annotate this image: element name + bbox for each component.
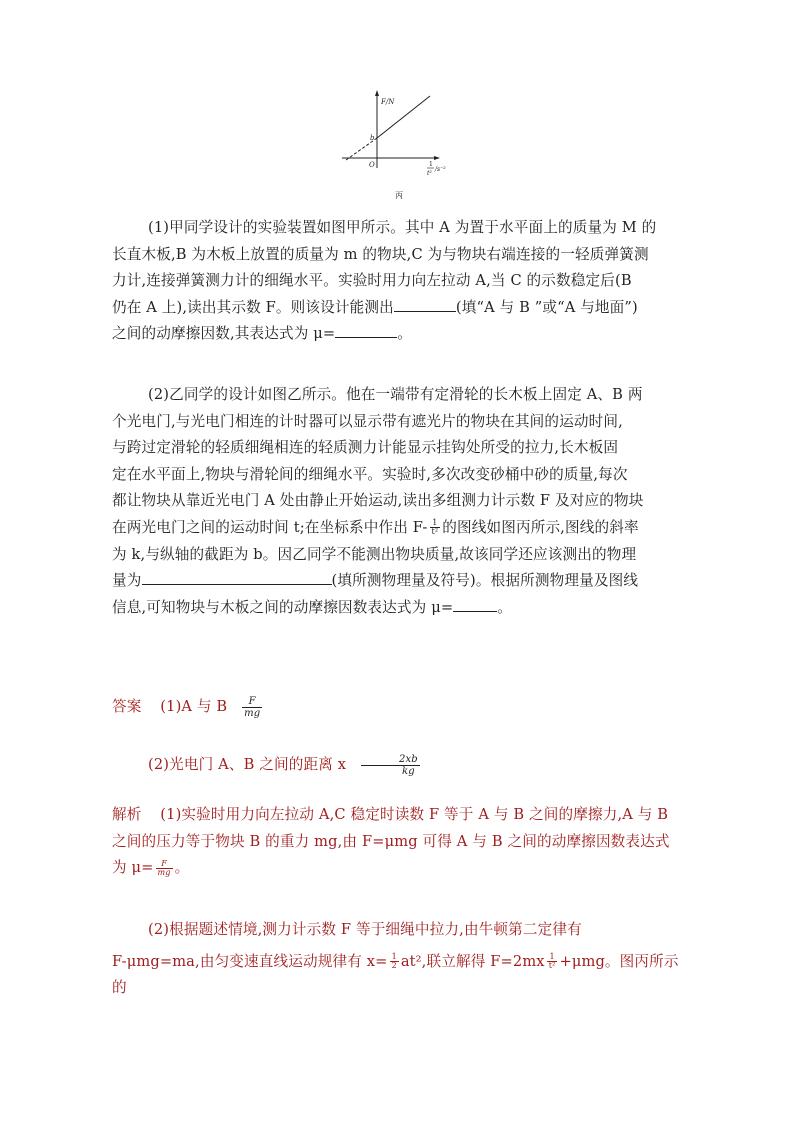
q2-line-6-tail: 的图线如图丙所示,图线的斜率 bbox=[442, 518, 639, 536]
analysis-p2-line-2 bbox=[112, 949, 682, 1002]
answer-label: 答案 bbox=[112, 698, 142, 715]
q1-blank-1[interactable] bbox=[394, 297, 456, 312]
answer-section-2 bbox=[112, 752, 682, 779]
analysis-p1-num: F bbox=[156, 860, 173, 869]
q1-line-3: 力计,连接弹簧测力计的细绳水平。实验时用力向左拉动 A,当 C 的示数稳定后(B bbox=[112, 272, 632, 290]
analysis-part-2 bbox=[112, 917, 682, 1002]
figure-caption: 丙 bbox=[395, 191, 403, 200]
x-axis-label-num: 1 bbox=[429, 161, 433, 168]
q2-line-2: 个光电门,与光电门相连的计时器可以显示带有遮光片的物块在其间的运动时间, bbox=[112, 412, 623, 430]
analysis-p2-fraction-1 bbox=[390, 953, 399, 970]
q1-line-4-text: 仍在 A 上),读出其示数 F。则该设计能测出 bbox=[112, 298, 394, 316]
analysis-p1-fraction bbox=[156, 860, 173, 877]
q2-line-3: 与跨过定滑轮的轻质细绳相连的轻质测力计能显示挂钩处所受的拉力,长木板固 bbox=[112, 439, 619, 457]
analysis-p2-line-1: (2)根据题述情境,测力计示数 F 等于细绳中拉力,由牛顿第二定律有 bbox=[148, 921, 582, 938]
analysis-p2-fraction-2 bbox=[547, 953, 558, 970]
answer-1-den: mg bbox=[244, 707, 261, 719]
analysis-line-1 bbox=[112, 802, 682, 829]
analysis-label: 解析 bbox=[112, 806, 142, 823]
answer-section bbox=[112, 694, 682, 728]
y-axis-arrow bbox=[375, 90, 379, 96]
q1-line-1: (1)甲同学设计的实验装置如图甲所示。其中 A 为置于水平面上的质量为 M 的 bbox=[148, 219, 657, 236]
q1-line-4-tail: (填“A 与 B ”或“A 与地面”) bbox=[455, 298, 638, 316]
analysis-p2-f1-num: 1 bbox=[391, 952, 397, 962]
answer-1-text: (1)A 与 B bbox=[160, 698, 228, 715]
x-axis-arrow bbox=[434, 156, 440, 160]
x-axis-label-unit: /s⁻² bbox=[435, 166, 446, 173]
x-axis-label-den: t² bbox=[427, 170, 432, 177]
analysis-p2-f2-den: t² bbox=[548, 961, 556, 971]
origin-label: O bbox=[369, 161, 375, 169]
q2-inline-fraction bbox=[430, 519, 441, 536]
analysis-p2-line-2-tail: +μmg。图丙所示的 bbox=[112, 952, 679, 997]
q2-fraction-den: t² bbox=[431, 527, 439, 537]
analysis-p2-line-2-text: F-μmg=ma,由匀变速直线运动规律有 x= bbox=[112, 952, 388, 970]
q2-line-9-text: 信息,可知物块与木板之间的动摩擦因数表达式为 μ= bbox=[112, 598, 454, 616]
question-1 bbox=[112, 215, 682, 348]
analysis-section bbox=[112, 802, 682, 882]
q2-line-5: 都让物块从靠近光电门 A 处由静止开始运动,读出多组测力计示数 F 及对应的物块 bbox=[112, 492, 644, 510]
analysis-p1-line-3 bbox=[112, 855, 682, 882]
answer-line-1 bbox=[112, 694, 682, 728]
analysis-p1-line-2: 之间的压力等于物块 B 的重力 mg,由 F=μmg 可得 A 与 B 之间的动摩擦因数表达式 bbox=[112, 832, 670, 850]
q1-line-2: 长直木板,B 为木板上放置的质量为 m 的物块,C 为与物块右端连接的一轻质弹簧测 bbox=[112, 245, 649, 263]
question-2 bbox=[112, 382, 682, 621]
figure-f-vs-inverse-t-squared bbox=[338, 88, 458, 204]
intercept-label: b bbox=[370, 134, 375, 142]
answer-2-text: (2)光电门 A、B 之间的距离 x bbox=[148, 756, 347, 773]
analysis-p2-line-2-mid: at²,联立解得 F=2mx bbox=[400, 952, 545, 970]
q1-line-5-tail: 。 bbox=[397, 325, 413, 343]
answer-1-num: F bbox=[242, 696, 262, 708]
q2-blank-1[interactable] bbox=[142, 570, 332, 585]
analysis-p1-den: mg bbox=[157, 867, 171, 877]
analysis-p1-line-3-text: 为 μ= bbox=[112, 859, 154, 877]
q2-line-8-text: 量为 bbox=[112, 572, 142, 590]
q1-line-4 bbox=[112, 295, 682, 322]
y-axis-label: F/N bbox=[381, 98, 395, 106]
q2-blank-2[interactable] bbox=[453, 597, 497, 612]
answer-1-fraction bbox=[242, 696, 262, 719]
q1-line-5 bbox=[112, 321, 682, 348]
q2-line-6-text: 在两光电门之间的运动时间 t;在坐标系中作出 F- bbox=[112, 518, 428, 536]
answer-2-fraction bbox=[361, 754, 420, 777]
q2-fraction-num: 1 bbox=[430, 519, 441, 528]
q2-line-7: 为 k,与纵轴的截距为 b。因乙同学不能测出物块质量,故该同学还应该测出的物理 bbox=[112, 545, 637, 563]
q2-line-9-tail: 。 bbox=[497, 598, 512, 616]
answer-2-den: kg bbox=[401, 765, 415, 777]
analysis-p1-line-3-tail: 。 bbox=[174, 859, 190, 877]
answer-line-2 bbox=[112, 752, 682, 779]
q2-line-9 bbox=[112, 595, 682, 622]
analysis-p1-line-1: (1)实验时用力向左拉动 A,C 稳定时读数 F 等于 A 与 B 之间的摩擦力,A 与 B bbox=[160, 806, 669, 823]
answer-2-num: 2xb bbox=[361, 754, 420, 766]
q2-line-6 bbox=[112, 515, 682, 542]
q2-line-1: (2)乙同学的设计如图乙所示。他在一端带有定滑轮的长木板上固定 A、B 两 bbox=[148, 386, 643, 403]
q1-blank-2[interactable] bbox=[335, 323, 397, 338]
q2-line-8-tail: (填所测物理量及符号)。根据所测物理量及图线 bbox=[331, 572, 639, 590]
analysis-p2-f1-den: 2 bbox=[391, 961, 397, 971]
q2-line-8 bbox=[112, 568, 682, 595]
analysis-p2-f2-num: 1 bbox=[547, 953, 558, 962]
q1-line-5-text: 之间的动摩擦因数,其表达式为 μ= bbox=[112, 325, 336, 343]
q2-line-4: 定在水平面上,物块与滑轮间的细绳水平。实验时,多次改变砂桶中砂的质量,每次 bbox=[112, 465, 628, 483]
